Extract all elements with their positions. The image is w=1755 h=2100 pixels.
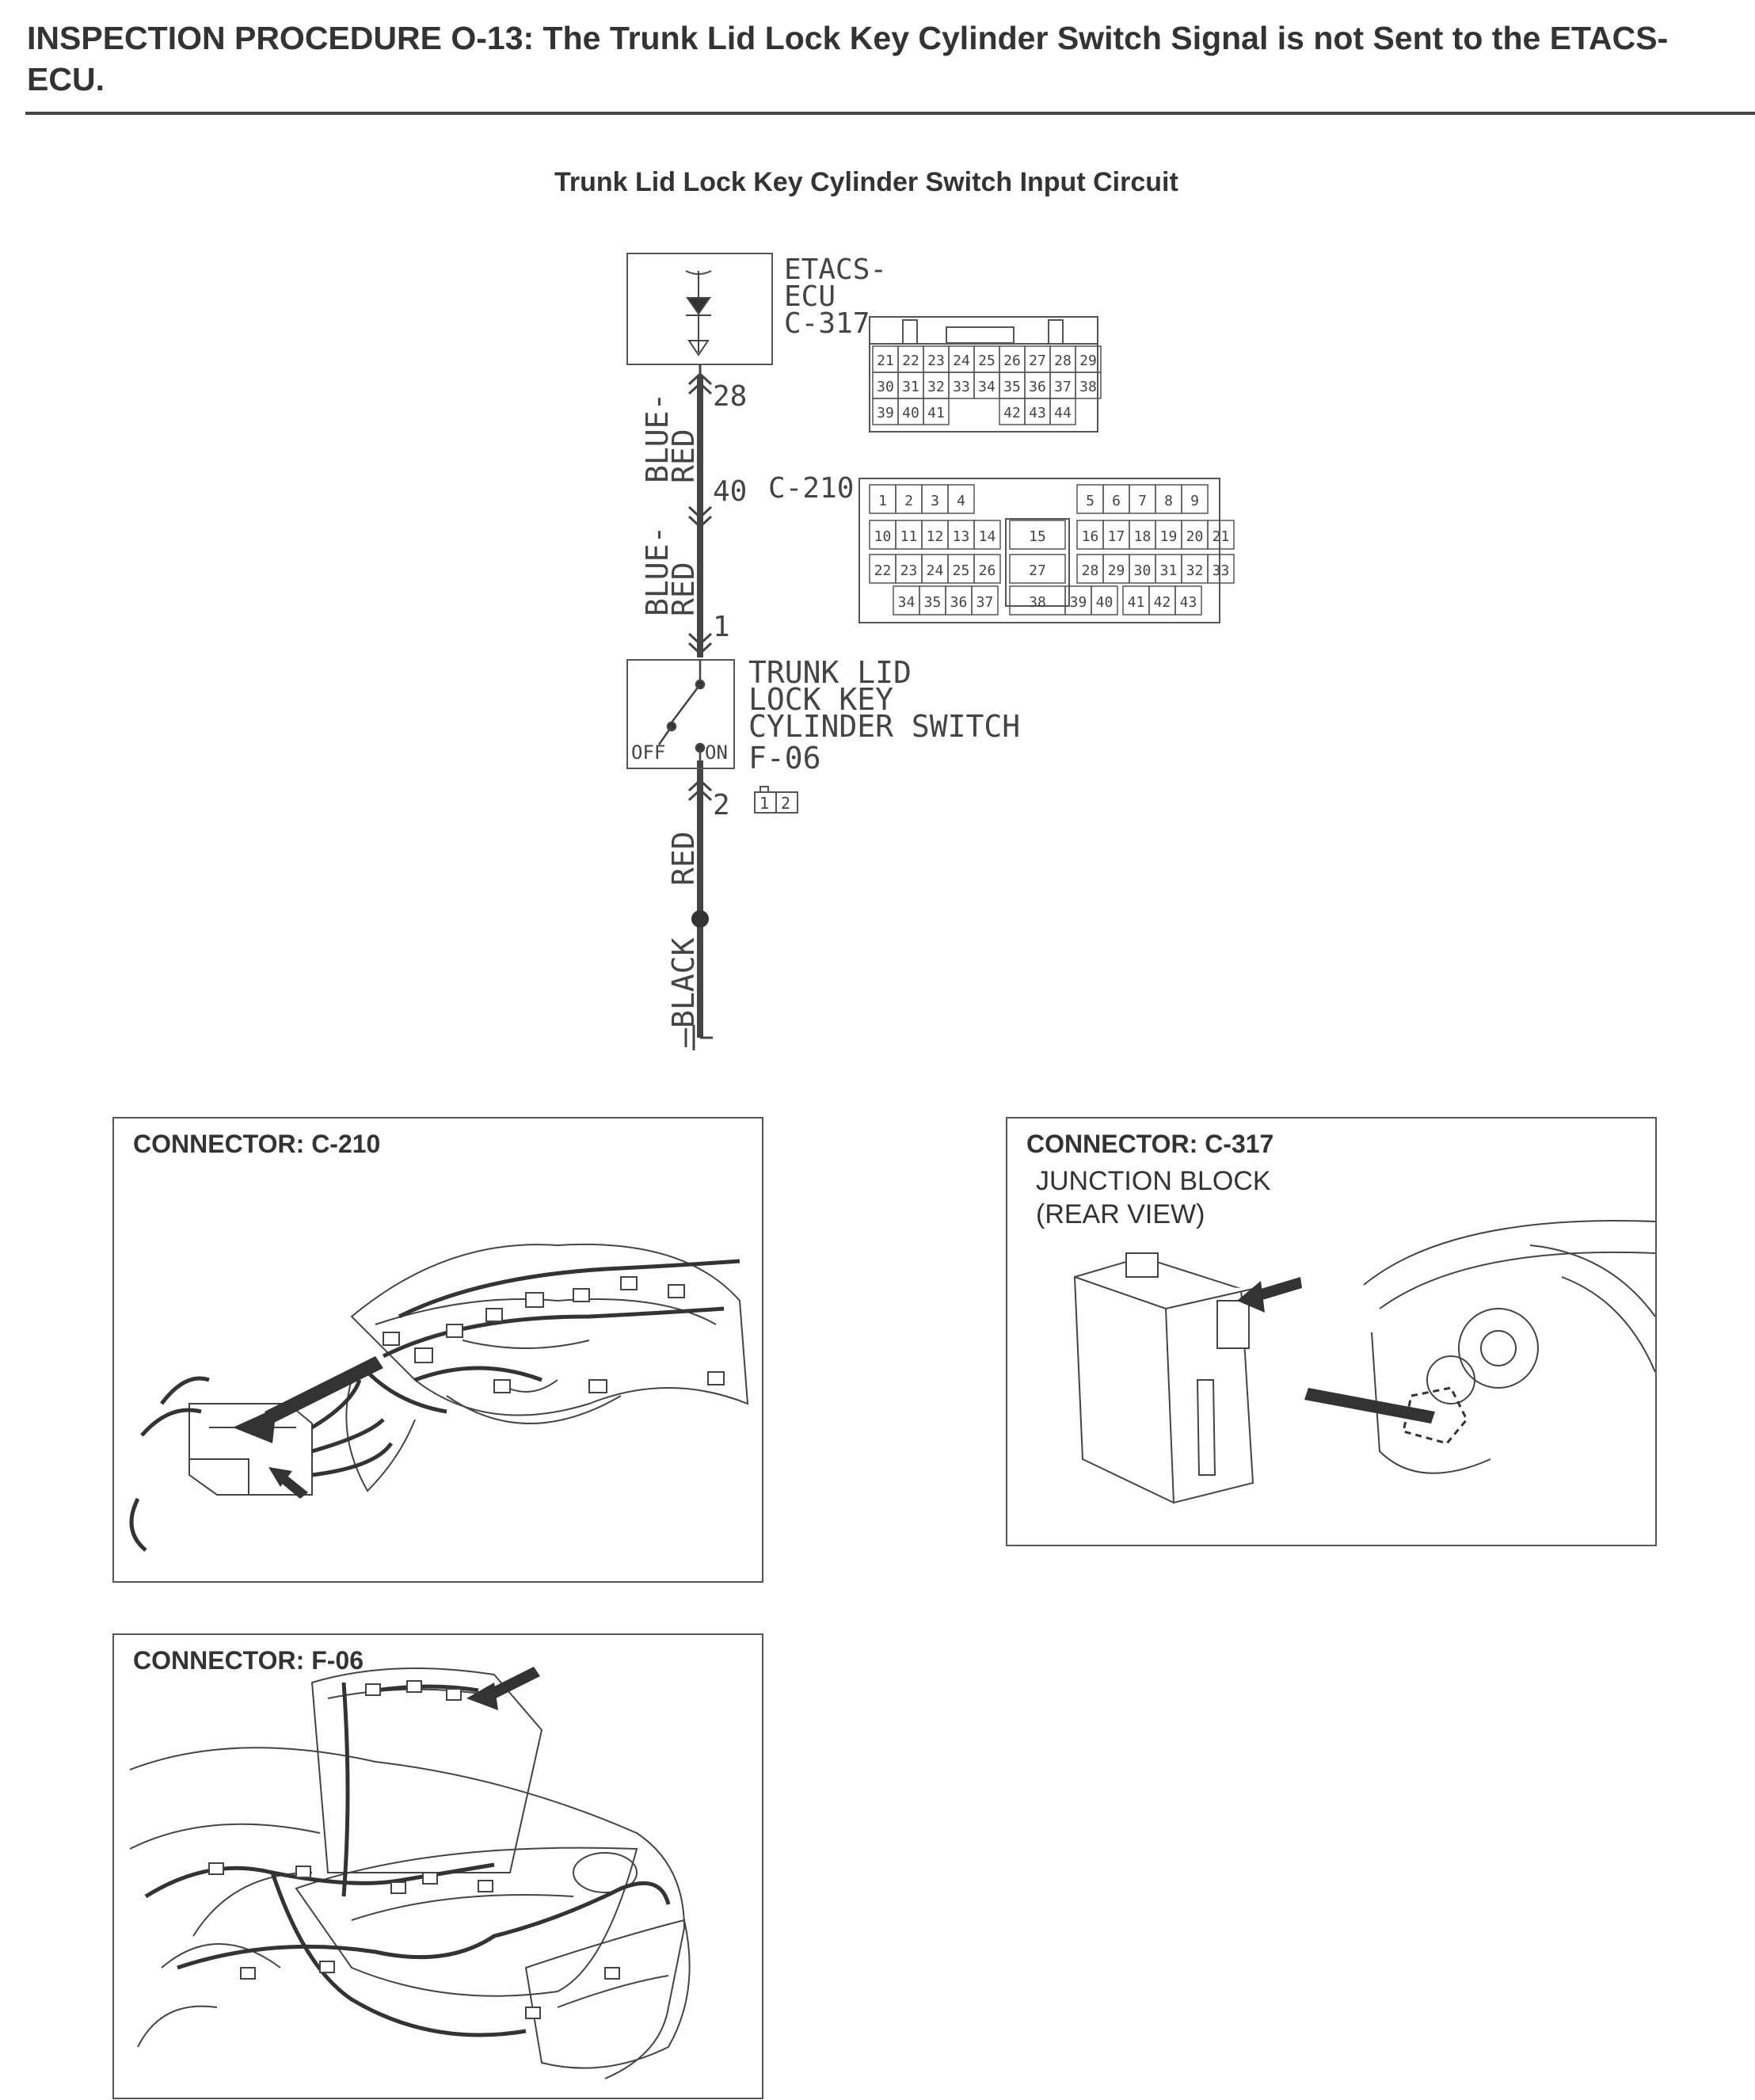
c210-location-illustration [114, 1119, 762, 1581]
c210-pin-number: 8 [1164, 492, 1173, 509]
c210-pin-number: 43 [1179, 593, 1197, 611]
c210-pin-number: 40 [1095, 593, 1114, 611]
pin-2-label: 2 [713, 789, 730, 821]
c317-pin-number: 23 [927, 352, 945, 369]
c210-pin-number: 18 [1133, 528, 1152, 545]
c210-pin-number: 21 [1212, 528, 1230, 545]
c317-pin-number: 33 [953, 378, 970, 395]
panel-c317-sub2: (REAR VIEW) [1036, 1199, 1205, 1229]
pin-28-label: 28 [713, 380, 748, 413]
c210-pin-number: 10 [874, 528, 892, 545]
c210-pin-number: 20 [1186, 528, 1204, 545]
c210-pin-number: 42 [1153, 593, 1171, 611]
wire-top-label-b: RED [666, 429, 701, 483]
c317-pin-number: 24 [953, 352, 970, 369]
switch-symbol [659, 660, 704, 768]
c317-pin-grid [873, 346, 1101, 425]
ecu-label-line2: ECU [784, 280, 836, 313]
c317-pin-number: 32 [927, 378, 945, 395]
pin-1-label: 1 [713, 611, 730, 643]
c317-pin-number: 39 [877, 404, 894, 421]
c210-pin-number: 36 [950, 593, 968, 611]
ecu-label-line1: ETACS- [784, 253, 888, 286]
c317-pin-number: 34 [978, 378, 996, 395]
c210-pin-number: 39 [1069, 593, 1087, 611]
c317-pin-number: 43 [1029, 404, 1046, 421]
c210-pin-number: 41 [1127, 593, 1145, 611]
c210-pin-number: 23 [900, 562, 918, 579]
c210-pin-number: 30 [1133, 562, 1152, 579]
c210-pin-number: 37 [976, 593, 994, 611]
c210-pin-number: 12 [926, 528, 944, 545]
c210-pin-number: 17 [1107, 528, 1125, 545]
c317-pin-number: 26 [1003, 352, 1021, 369]
panel-c210-title: CONNECTOR: C-210 [133, 1130, 381, 1158]
c210-pin-number: 15 [1029, 528, 1046, 545]
c210-pin-grid [870, 485, 1234, 615]
c317-pin-number: 28 [1054, 352, 1072, 369]
c210-pin-number: 11 [900, 528, 918, 545]
c210-pin-number: 29 [1107, 562, 1125, 579]
c317-pin-number: 42 [1003, 404, 1021, 421]
c317-pin-number: 41 [927, 404, 945, 421]
splice-dot [691, 910, 709, 928]
c210-pin-number: 6 [1112, 492, 1121, 509]
c317-pin-number: 27 [1029, 352, 1046, 369]
switch-label-line2: LOCK KEY [748, 682, 894, 717]
page-title: INSPECTION PROCEDURE O-13: The Trunk Lid Lock Key Cylinder Switch Signal is not Sent to the ETACS-ECU. [27, 20, 1669, 97]
panel-f06-title: CONNECTOR: F-06 [133, 1646, 364, 1675]
c210-pin-number: 38 [1029, 593, 1046, 611]
c210-pin-number: 34 [897, 593, 916, 611]
c317-pin-number: 35 [1003, 378, 1021, 395]
switch-on-label: ON [705, 741, 728, 764]
c210-pin-number: 16 [1081, 528, 1099, 545]
c210-pin-number: 5 [1086, 492, 1094, 509]
c210-pin-number: 19 [1159, 528, 1178, 545]
c210-pin-number: 3 [931, 492, 939, 509]
panel-connector-c317 [1006, 1117, 1657, 1546]
panel-c317-sub1: JUNCTION BLOCK [1036, 1166, 1271, 1196]
c210-pin-number: 28 [1081, 562, 1099, 579]
c210-pin-number: 33 [1212, 562, 1230, 579]
c317-pointer-arrow-icon [1304, 1388, 1435, 1424]
c210-pin-number: 26 [978, 562, 996, 579]
f06-location-illustration [114, 1635, 762, 2098]
c210-pin-number: 27 [1029, 562, 1046, 579]
panel-connector-f06 [112, 1633, 763, 2099]
switch-label-line3: CYLINDER SWITCH [748, 709, 1021, 744]
c317-pin-number: 37 [1054, 378, 1072, 395]
f06-pin-1: 1 [759, 794, 770, 813]
c317-pin-number: 25 [978, 352, 996, 369]
diagram-title: Trunk Lid Lock Key Cylinder Switch Input Circuit [554, 167, 1178, 197]
c317-pin-number: 22 [902, 352, 919, 369]
c317-pin-number: 44 [1054, 404, 1072, 421]
c210-pin-number: 35 [923, 593, 942, 611]
switch-off-label: OFF [631, 741, 666, 764]
c210-pin-number: 32 [1186, 562, 1204, 579]
f06-pin-2: 2 [781, 794, 791, 813]
wire-mid-label-b: RED [666, 562, 701, 616]
c210-pin-number: 22 [874, 562, 892, 579]
c210-pin-number: 4 [957, 492, 965, 509]
wire-black-label: BLACK [666, 937, 701, 1028]
c210-label: C-210 [768, 472, 855, 505]
panel-c317-title: CONNECTOR: C-317 [1026, 1130, 1274, 1158]
c210-pin-number: 24 [926, 562, 944, 579]
c317-pin-number: 29 [1079, 352, 1097, 369]
ecu-connector-label: C-317 [784, 307, 870, 340]
c317-pin-number: 38 [1079, 378, 1097, 395]
c317-pin-number: 31 [902, 378, 919, 395]
c317-pin-number: 30 [877, 378, 894, 395]
ecu-diode-symbol [686, 271, 711, 355]
c317-location-illustration [1007, 1119, 1655, 1545]
c317-pin-number: 21 [877, 352, 894, 369]
c317-pin-number: 36 [1029, 378, 1046, 395]
c210-pin-number: 25 [952, 562, 970, 579]
c210-pin-number: 9 [1190, 492, 1199, 509]
c210-pin-number: 1 [878, 492, 887, 509]
c210-pin-number: 13 [952, 528, 970, 545]
c317-pin-number: 40 [902, 404, 919, 421]
c210-pin-number: 14 [978, 528, 996, 545]
c210-pin-number: 2 [904, 492, 913, 509]
wire-mid-label-a: BLUE- [640, 525, 675, 616]
c210-pin-number: 7 [1138, 492, 1147, 509]
wire-top-label-a: BLUE- [640, 392, 675, 483]
switch-label-line1: TRUNK LID [748, 655, 912, 690]
switch-connector-label: F-06 [748, 741, 821, 776]
panel-connector-c210 [112, 1117, 763, 1583]
c210-pin-number: 31 [1159, 562, 1178, 579]
pin-40-label: 40 [713, 475, 748, 508]
wire-red-label: RED [666, 831, 701, 886]
